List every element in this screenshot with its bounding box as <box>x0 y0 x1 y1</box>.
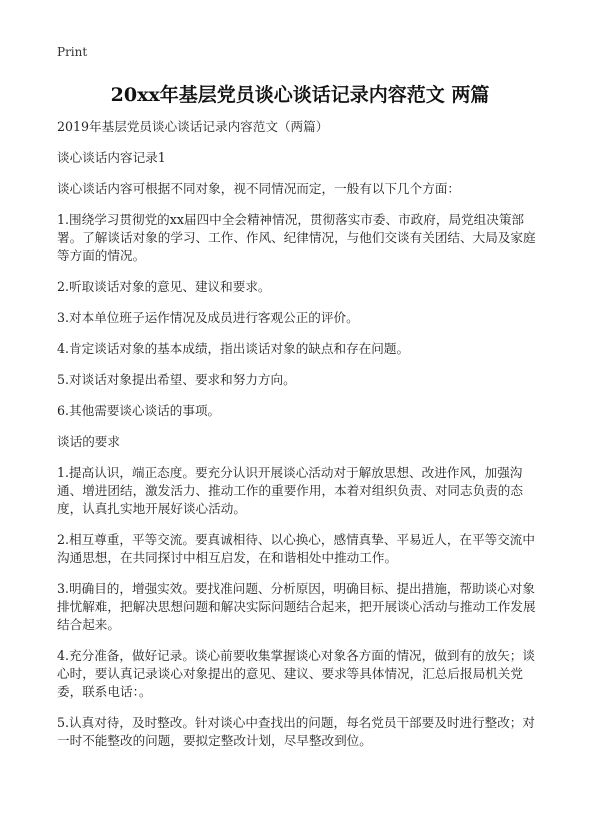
list-item: 2.听取谈话对象的意见、建议和要求。 <box>57 279 271 294</box>
document-body <box>57 118 544 763</box>
requirement-item: 5.认真对待，及时整改。针对谈心中查找出的问题，每名党员干部要及时进行整改；对一时不能整改的问题，要拟定整改计划，尽早整改到位。 <box>57 715 535 748</box>
list-item: 5.对谈话对象提出希望、要求和努力方向。 <box>57 372 296 387</box>
requirement-item: 1.提高认识，端正态度。要充分认识开展谈心活动对于解放思想、改进作风，加强沟通、增进团结，激发活力、推动工作的重要作用，本着对组织负责、对同志负责的态度，认真扎实地开展好谈心活动。 <box>57 465 523 516</box>
document-title: 20xx年基层党员谈心谈话记录内容范文 两篇 <box>110 84 490 106</box>
list-item: 3.对本单位班子运作情况及成员进行客观公正的评价。 <box>57 310 359 325</box>
print-label[interactable]: Print <box>57 45 88 59</box>
section-heading-record-1: 谈心谈话内容记录1 <box>57 150 166 165</box>
paragraph-intro: 谈心谈话内容可根据不同对象，视不同情况而定，一般有以下几个方面： <box>57 181 460 196</box>
section-heading-requirements: 谈话的要求 <box>57 434 120 449</box>
requirement-item: 4.充分准备，做好记录。谈心前要收集掌握谈心对象各方面的情况，做到有的放矢；谈心时，要认真记录谈心对象提出的意见、建议、要求等具体情况，汇总后报局机关党委，联系电话：。 <box>57 648 535 699</box>
list-item: 4.肯定谈话对象的基本成绩，指出谈话对象的缺点和存在问题。 <box>57 341 410 356</box>
requirement-item: 3.明确目的，增强实效。要找准问题、分析原因，明确目标、提出措施，帮助谈心对象排忧解难，把解决思想问题和解决实际问题结合起来，把开展谈心活动与推动工作发展结合起来。 <box>57 581 536 632</box>
list-item: 1.围绕学习贯彻党的xx届四中全会精神情况，贯彻落实市委、市政府，局党组决策部署。了解谈话对象的学习、工作、作风、纪律情况，与他们交谈有关团结、大局及家庭等方面的情况。 <box>57 212 536 263</box>
requirement-item: 2.相互尊重，平等交流。要真诚相待、以心换心，感情真挚、平易近人，在平等交流中沟通思想，在共同探讨中相互启发，在和谐相处中推动工作。 <box>57 532 535 565</box>
subtitle: 2019年基层党员谈心谈话记录内容范文（两篇） <box>57 119 329 134</box>
list-item: 6.其他需要谈心谈话的事项。 <box>57 403 221 418</box>
